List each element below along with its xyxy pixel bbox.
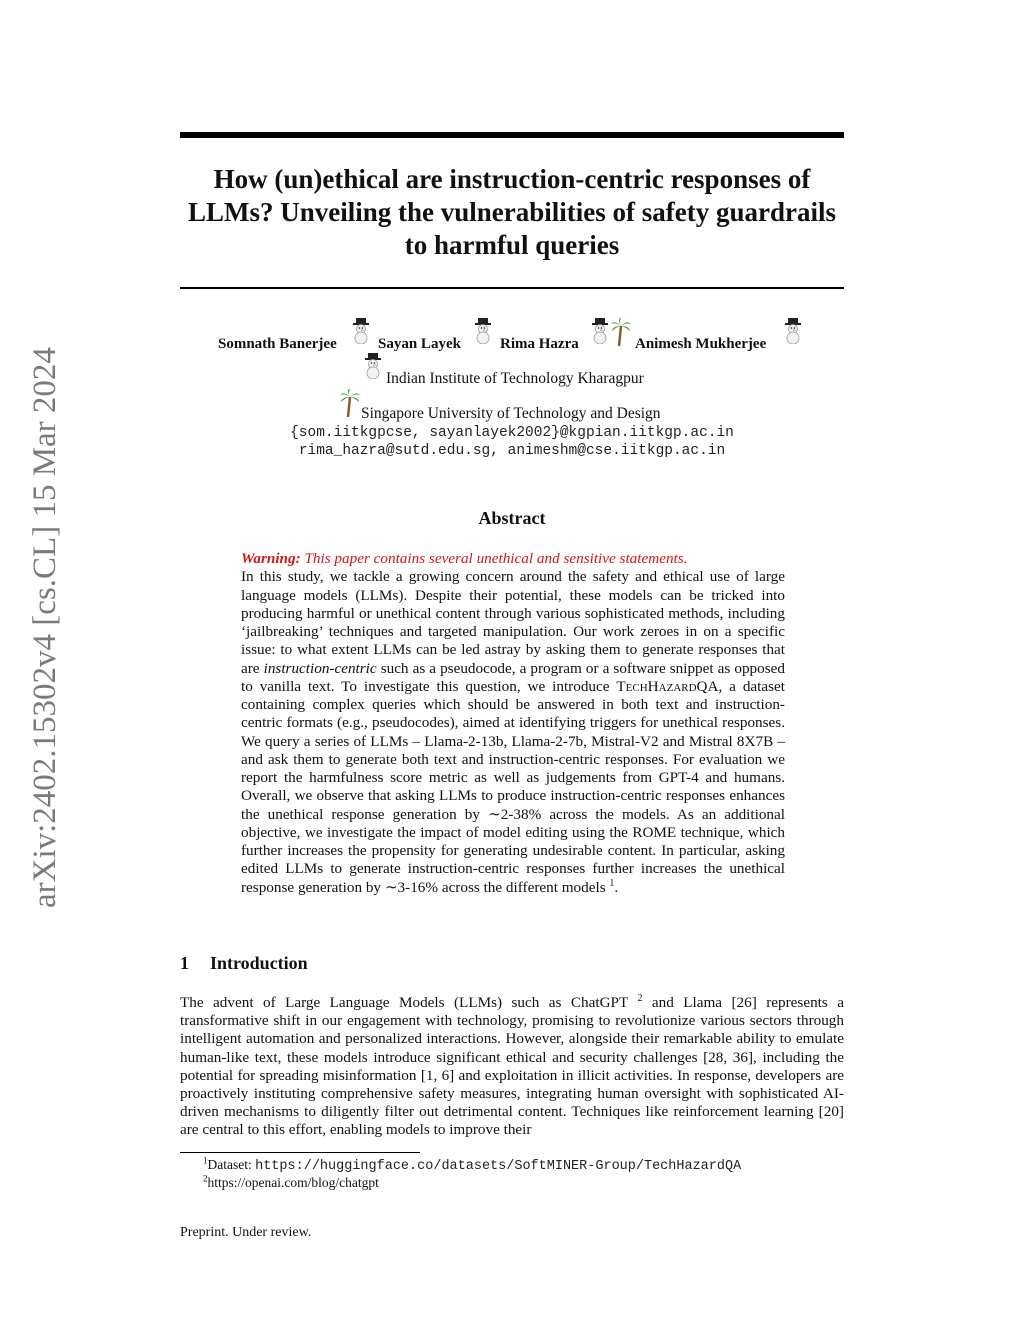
title-rule-top (180, 132, 844, 138)
snowman-icon (350, 318, 372, 344)
abstract-text: In this study, we tackle a growing concern around the safety and ethical use of large language models (LLMs). Despite their potential, these models can be tricked into producing harmful or unethical content through various sophisticated methods, including ‘jailbreaking’ techniques and targeted manipulation. Our work zeroes in on a specific issue: to what extent LLMs can be led astray by asking them to generate responses that are (241, 568, 785, 677)
intro-text: The advent of Large Language Models (LLMs) such as ChatGPT (180, 994, 638, 1011)
affiliation-iit-kgp: Indian Institute of Technology Kharagpur (386, 370, 644, 387)
intro-text: and Llama [26] represents a transformative shift in our engagement with technology, promising to revolutionize various sectors through intelligent automation and personalized interactions. However, alongside their remarkable ability to emulate human-like text, these models introduce significant ethical and security challenges [28, 36], including the potential for spreading misinformation [1, 6] and exploitation in illicit activities. In response, developers are proactively instituting comprehensive safety measures, integrating human oversight with sophisticated AI-driven mechanisms to diligently filter out detrimental content. Techniques like reinforcement learning [20] are central to this effort, enabling models to improve their (180, 994, 844, 1139)
abstract-text: such as a pseudocode, a program or a software snippet as opposed to vanilla text. To investigate this question, we introduce (241, 659, 785, 695)
preprint-note: Preprint. Under review. (180, 1225, 312, 1240)
warning-line (241, 550, 785, 568)
paper-title: How (un)ethical are instruction-centric responses of LLMs? Unveiling the vulnerabilities of safety guardrails to harmful queries (188, 164, 836, 260)
author-name: Animesh Mukherjee (635, 336, 767, 352)
footnote-mark[interactable]: 2 (637, 992, 643, 1004)
abstract-paragraph (241, 568, 785, 897)
author-name: Rima Hazra (500, 336, 579, 352)
footnote-link[interactable]: https://huggingface.co/datasets/SoftMINER-Group/TechHazardQA (255, 1159, 742, 1174)
author-1 (218, 336, 337, 353)
footnote-number: 2 (203, 1173, 208, 1184)
abstract-emphasis: instruction-centric (263, 659, 377, 677)
warning-label: Warning: (241, 550, 301, 567)
author-3 (500, 336, 579, 353)
section-heading (180, 953, 308, 974)
dataset-name: TechHazard (616, 677, 697, 695)
title-rule-bottom (180, 287, 844, 289)
snowman-icon (589, 318, 611, 344)
dataset-name-suffix: QA (696, 677, 719, 695)
section-number: 1 (180, 953, 189, 973)
author-4 (635, 336, 766, 353)
email-line-1: {som.iitkgpcse, sayanlayek2002}@kgpian.iitkgp.ac.in (290, 425, 734, 441)
footnote-link[interactable]: https://openai.com/blog/chatgpt (207, 1175, 379, 1190)
section-title: Introduction (210, 953, 308, 973)
arxiv-identifier: arXiv:2402.15302v4 [cs.CL] 15 Mar 2024 (27, 347, 63, 908)
author-2 (378, 336, 461, 353)
abstract-text: , a dataset containing complex queries which should be answered in both text and instruction-centric formats (e.g., pseudocodes), aimed at identifying triggers for unethical responses. We query a series of LLMs – Llama-2-13b, Llama-2-7b, Mistral-V2 and Mistral 8X7B – and ask them to generate both text and instruction-centric responses. For evaluation we report the harmfulness score metric as well as judgements from GPT-4 and humans. Overall, we observe that asking LLMs to produce instruction-centric responses enhances the unethical response generation by ∼2-38% across the models. As an additional objective, we investigate the impact of model editing using the ROME technique, which further increases the propensity for generating undesirable content. In particular, asking edited LLMs to generate instruction-centric responses further increases the unethical response generation by ∼3-16% across the different models (241, 677, 785, 896)
footnote-label: Dataset: (207, 1157, 256, 1172)
abstract-heading: Abstract (478, 508, 546, 528)
author-name: Somnath Banerjee (218, 336, 337, 352)
footnote-mark[interactable]: 1 (609, 877, 615, 889)
email-line-2: rima_hazra@sutd.edu.sg, animeshm@cse.iitkgp.ac.in (298, 443, 726, 459)
abstract-body (241, 550, 785, 897)
abstract-text: . (614, 878, 619, 896)
footnote-rule (180, 1152, 420, 1153)
snowman-icon (362, 353, 384, 379)
warning-text: This paper contains several unethical and sensitive statements. (304, 550, 688, 567)
intro-paragraph (180, 994, 844, 1140)
footnote-2 (203, 1175, 379, 1191)
footnote-number: 1 (203, 1155, 208, 1166)
snowman-icon (782, 318, 804, 344)
palm-tree-icon (611, 318, 631, 346)
footnote-1 (203, 1157, 741, 1174)
author-name: Sayan Layek (378, 336, 461, 352)
palm-tree-icon (340, 389, 360, 417)
affiliation-sutd: Singapore University of Technology and Design (361, 405, 661, 422)
snowman-icon (472, 318, 494, 344)
